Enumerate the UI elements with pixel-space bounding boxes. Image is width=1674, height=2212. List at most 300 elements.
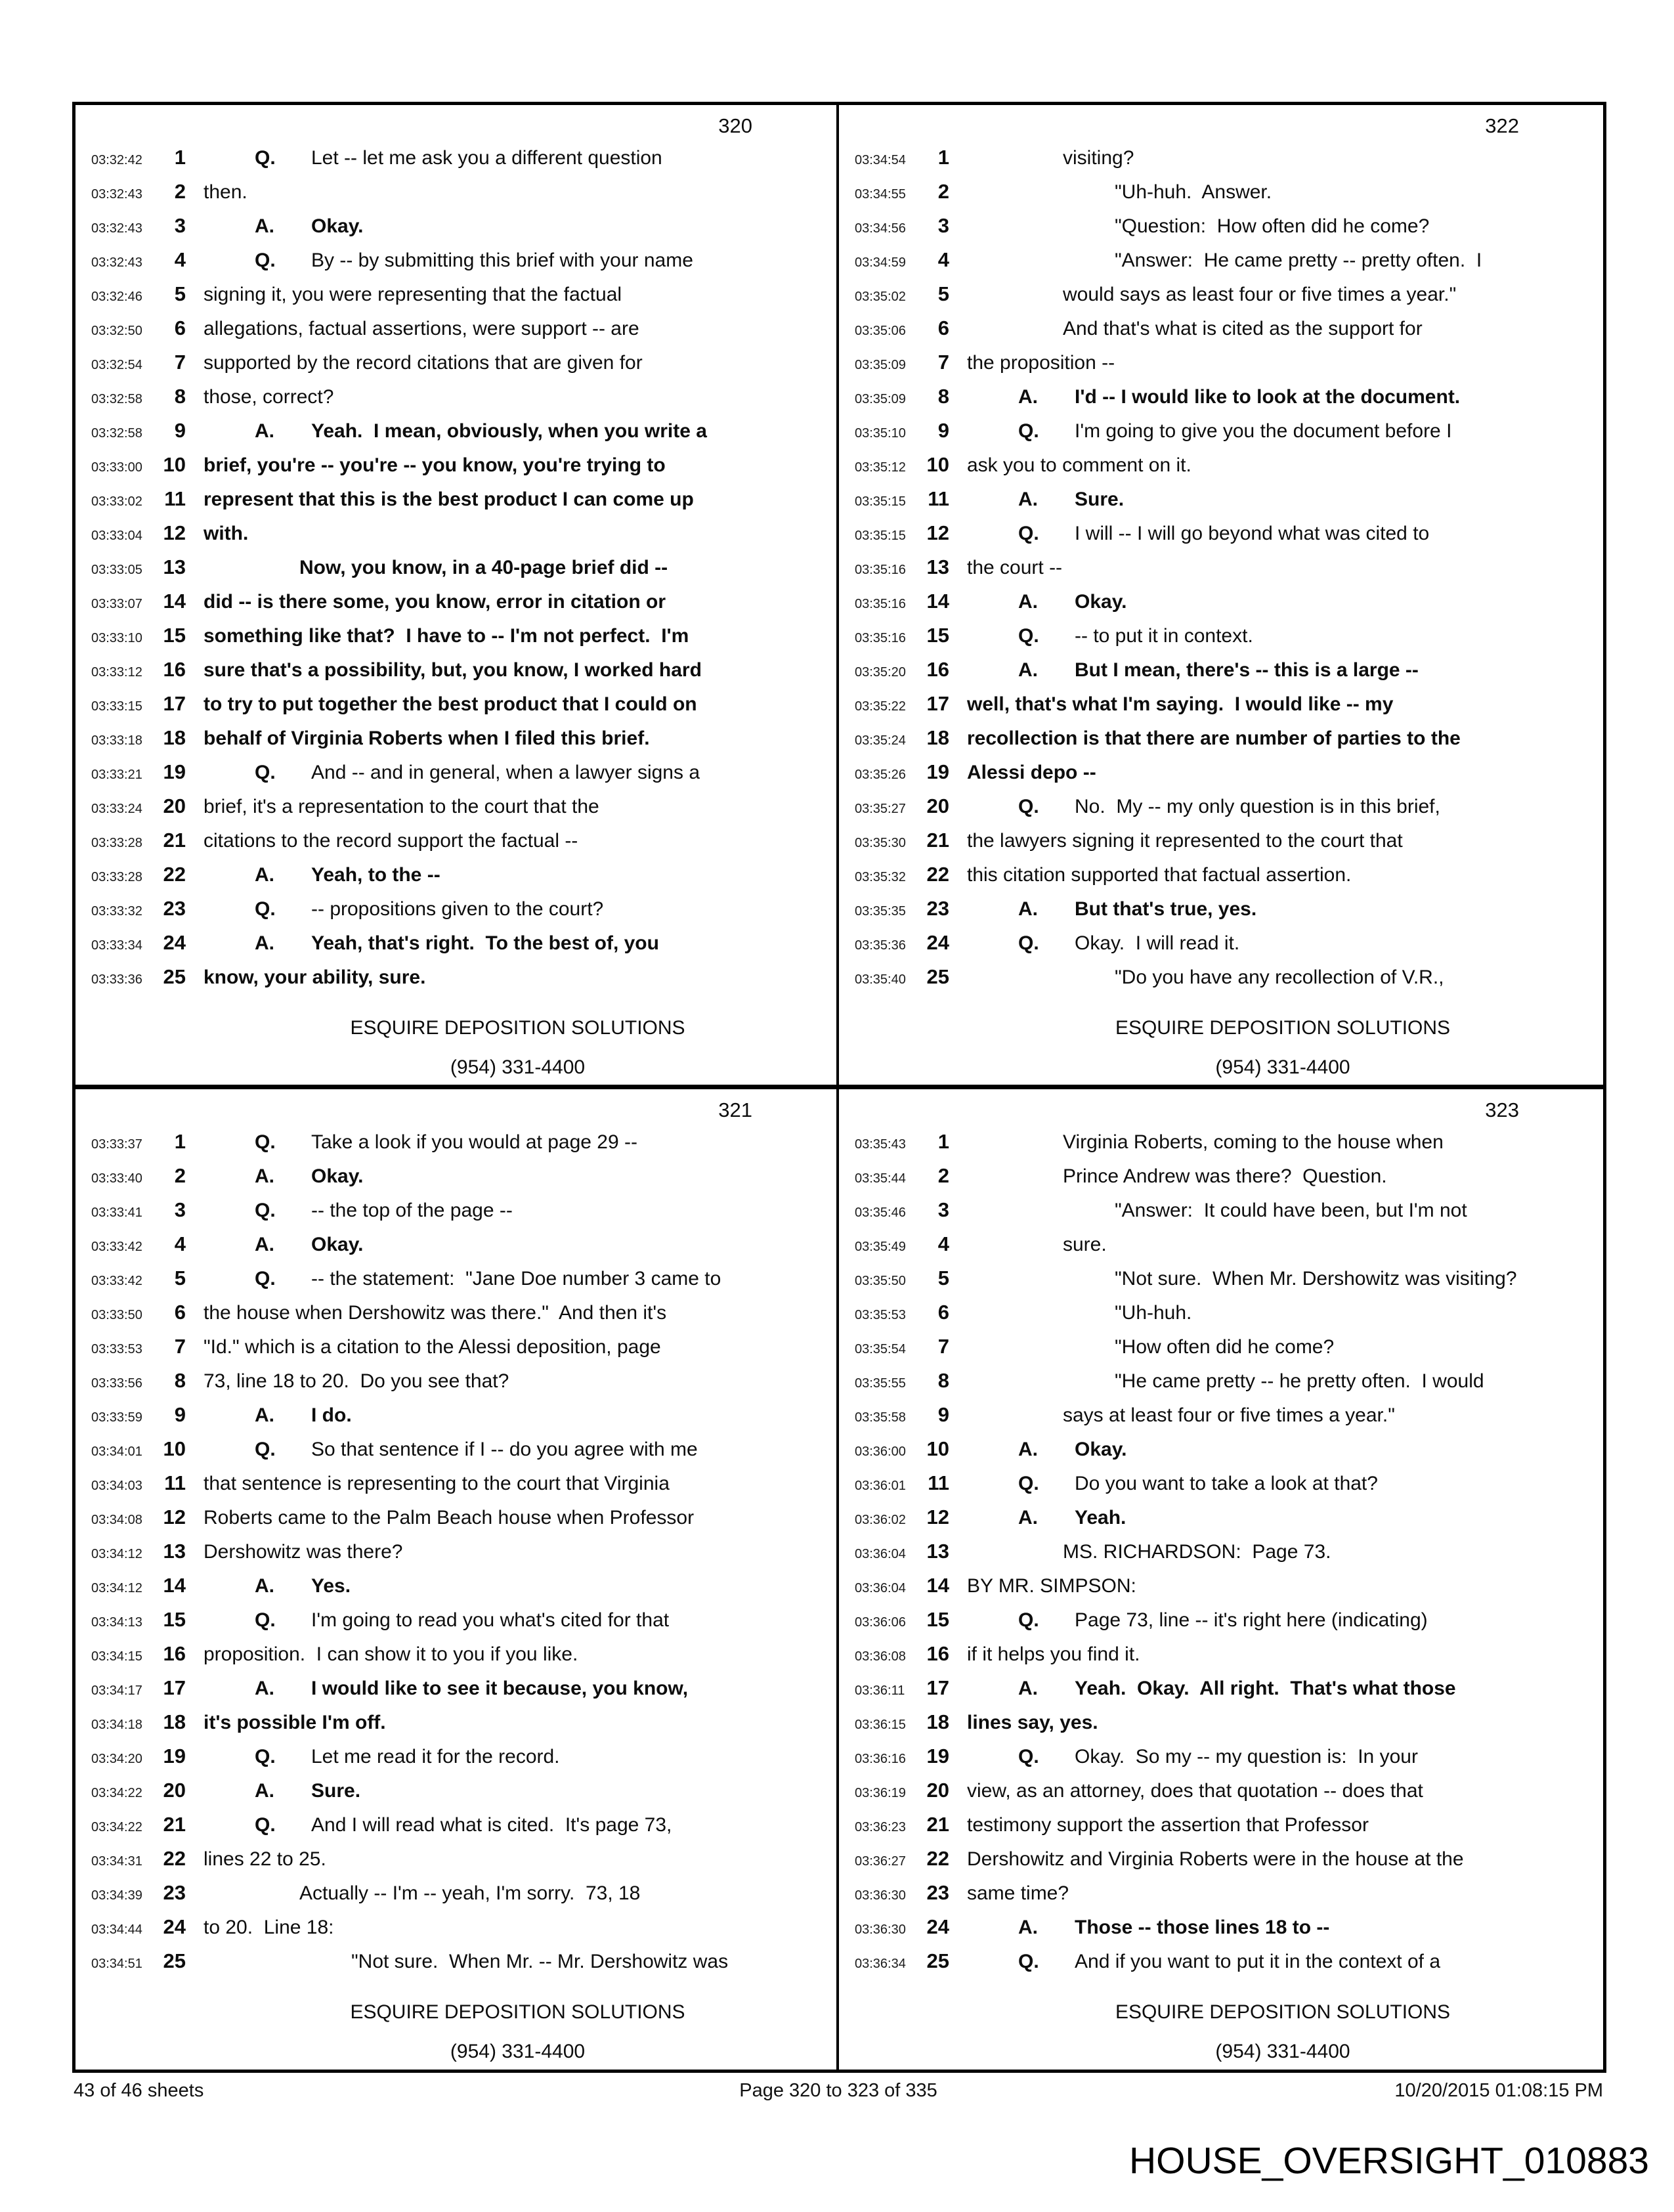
line-number: 23 — [163, 1881, 186, 1904]
line-text: Prince Andrew was there? Question. — [1063, 1165, 1387, 1187]
line-number: 2 — [937, 180, 949, 203]
transcript-line — [91, 1671, 836, 1705]
page-range: Page 320 to 323 of 335 — [739, 2080, 937, 2101]
timestamp: 03:33:21 — [91, 768, 142, 782]
transcript-line — [855, 1808, 1603, 1842]
transcript-line — [91, 1603, 836, 1637]
line-number: 19 — [926, 1745, 949, 1767]
speaker-label: Q. — [255, 1746, 276, 1767]
timestamp: 03:35:15 — [855, 494, 906, 509]
line-number: 22 — [163, 863, 186, 886]
line-text: proposition. I can show it to you if you like. — [204, 1643, 578, 1665]
line-number: 19 — [926, 760, 949, 783]
timestamp: 03:35:24 — [855, 733, 906, 748]
line-number: 4 — [937, 248, 949, 271]
timestamp: 03:35:27 — [855, 802, 906, 816]
timestamp: 03:35:16 — [855, 597, 906, 611]
speaker-label: A. — [1018, 659, 1038, 681]
page-number: 323 — [1485, 1098, 1519, 1121]
line-text: to 20. Line 18: — [204, 1917, 334, 1938]
transcript-line — [855, 1910, 1603, 1944]
line-text: "Uh-huh. — [1115, 1302, 1192, 1324]
transcript-line — [855, 1432, 1603, 1466]
transcript-line — [855, 1227, 1603, 1261]
line-text: A. Sure. — [967, 483, 1124, 517]
transcript-line — [855, 755, 1603, 789]
line-number: 14 — [163, 1574, 186, 1597]
timestamp: 03:33:15 — [91, 699, 142, 714]
transcript-line — [855, 1466, 1603, 1500]
line-text: view, as an attorney, does that quotation -- does that — [967, 1780, 1423, 1802]
line-text: citations to the record support the factual -- — [204, 830, 578, 852]
line-number: 21 — [163, 1813, 186, 1836]
line-number: 22 — [926, 1847, 949, 1870]
line-text: Q. And -- and in general, when a lawyer signs a — [204, 756, 700, 790]
line-text: Q. Okay. I will read it. — [967, 926, 1239, 961]
line-number: 3 — [937, 214, 949, 237]
transcript-line — [91, 926, 836, 960]
line-number: 15 — [163, 1608, 186, 1631]
transcript-line — [855, 926, 1603, 960]
timestamp: 03:34:31 — [91, 1854, 142, 1869]
timestamp: 03:34:17 — [91, 1683, 142, 1698]
timestamp: 03:36:30 — [855, 1922, 906, 1937]
line-text: A. Yeah. I mean, obviously, when you write a — [204, 414, 707, 448]
speaker-label: A. — [1018, 1507, 1038, 1529]
transcript-lines — [91, 141, 836, 994]
line-number: 10 — [926, 1437, 949, 1460]
line-text: Q. Take a look if you would at page 29 -- — [204, 1125, 637, 1160]
line-text: "Not sure. When Mr. -- Mr. Dershowitz was — [351, 1951, 729, 1972]
line-number: 25 — [926, 965, 949, 988]
line-number: 17 — [926, 1676, 949, 1699]
transcript-line — [91, 789, 836, 823]
timestamp: 03:35:55 — [855, 1376, 906, 1391]
transcript-line — [855, 892, 1603, 926]
line-number: 3 — [174, 1198, 186, 1221]
page-number: 321 — [718, 1098, 752, 1121]
transcript-line — [91, 1330, 836, 1364]
timestamp: 03:34:03 — [91, 1479, 142, 1493]
reporter-footer — [91, 1008, 836, 1087]
line-number: 4 — [937, 1232, 949, 1255]
timestamp: 03:34:44 — [91, 1922, 142, 1937]
line-text: A. I'd -- I would like to look at the document. — [967, 380, 1460, 414]
line-text: those, correct? — [204, 386, 334, 408]
transcript-line — [855, 653, 1603, 687]
line-number: 23 — [926, 897, 949, 920]
line-text: Q. Do you want to take a look at that? — [967, 1467, 1378, 1501]
speaker-label: A. — [1018, 898, 1038, 920]
line-number: 20 — [926, 1779, 949, 1802]
transcript-line — [91, 1876, 836, 1910]
reporter-phone: (954) 331-4400 — [450, 2041, 586, 2062]
line-text: something like that? I have to -- I'm not perfect. I'm — [204, 625, 689, 647]
transcript-line — [855, 345, 1603, 380]
timestamp: 03:33:05 — [91, 563, 142, 577]
transcript-line — [855, 1295, 1603, 1330]
line-text: Q. Let -- let me ask you a different question — [204, 141, 662, 175]
transcript-line — [91, 1432, 836, 1466]
transcript-line — [855, 550, 1603, 584]
timestamp: 03:35:54 — [855, 1342, 906, 1356]
timestamp: 03:36:08 — [855, 1649, 906, 1664]
speaker-label: A. — [255, 1575, 274, 1597]
line-number: 9 — [174, 419, 186, 442]
timestamp: 03:35:10 — [855, 426, 906, 441]
transcript-line — [855, 1603, 1603, 1637]
line-number: 6 — [937, 316, 949, 339]
transcript-line — [855, 1125, 1603, 1159]
transcript-line — [855, 1534, 1603, 1569]
transcript-line — [91, 550, 836, 584]
line-text: Q. Let me read it for the record. — [204, 1740, 560, 1774]
transcript-page-320 — [75, 105, 839, 1089]
line-number: 16 — [926, 1642, 949, 1665]
timestamp: 03:35:40 — [855, 972, 906, 987]
line-number: 11 — [928, 1471, 949, 1494]
timestamp: 03:35:16 — [855, 631, 906, 645]
transcript-line — [91, 345, 836, 380]
timestamp: 03:33:28 — [91, 870, 142, 884]
timestamp: 03:35:53 — [855, 1308, 906, 1322]
transcript-line — [91, 721, 836, 755]
line-text: A. Those -- those lines 18 to -- — [967, 1911, 1329, 1945]
transcript-line — [855, 960, 1603, 994]
transcript-line — [91, 1227, 836, 1261]
timestamp: 03:35:49 — [855, 1240, 906, 1254]
line-number: 8 — [937, 1369, 949, 1392]
transcript-line — [855, 721, 1603, 755]
timestamp: 03:33:56 — [91, 1376, 142, 1391]
line-text: "How often did he come? — [1115, 1336, 1335, 1358]
transcript-line — [91, 1842, 836, 1876]
transcript-line — [91, 1773, 836, 1808]
timestamp: 03:35:12 — [855, 460, 906, 475]
line-number: 3 — [937, 1198, 949, 1221]
line-text: And that's what is cited as the support for — [1063, 318, 1423, 339]
line-number: 24 — [163, 931, 186, 954]
transcript-grid — [72, 102, 1606, 2073]
speaker-label: Q. — [255, 1200, 276, 1221]
speaker-label: Q. — [1018, 1951, 1039, 1972]
line-number: 7 — [937, 1335, 949, 1358]
transcript-line — [855, 1773, 1603, 1808]
line-text: Q. So that sentence if I -- do you agree with me — [204, 1433, 698, 1467]
line-number: 12 — [926, 521, 949, 544]
timestamp: 03:34:51 — [91, 1957, 142, 1971]
speaker-label: A. — [1018, 1439, 1038, 1460]
transcript-line — [91, 1534, 836, 1569]
line-number: 6 — [937, 1301, 949, 1324]
speaker-label: A. — [255, 1165, 274, 1187]
line-text: recollection is that there are number of parties to the — [967, 727, 1461, 749]
speaker-label: A. — [255, 1678, 274, 1699]
transcript-line — [91, 892, 836, 926]
line-number: 15 — [926, 1608, 949, 1631]
speaker-label: A. — [1018, 591, 1038, 613]
timestamp: 03:36:34 — [855, 1957, 906, 1971]
reporter-phone: (954) 331-4400 — [1215, 2041, 1350, 2062]
transcript-line — [855, 584, 1603, 618]
line-number: 2 — [174, 180, 186, 203]
line-number: 17 — [163, 1676, 186, 1699]
line-number: 16 — [163, 658, 186, 681]
timestamp: 03:33:12 — [91, 665, 142, 680]
line-number: 13 — [163, 555, 186, 578]
line-text: represent that this is the best product I can come up — [204, 488, 694, 510]
speaker-label: A. — [255, 215, 274, 237]
timestamp: 03:34:54 — [855, 153, 906, 167]
transcript-line — [91, 277, 836, 311]
line-text: the lawyers signing it represented to the court that — [967, 830, 1403, 852]
timestamp: 03:35:35 — [855, 904, 906, 919]
timestamp: 03:33:37 — [91, 1137, 142, 1152]
line-number: 13 — [163, 1540, 186, 1563]
line-text: A. I do. — [204, 1399, 352, 1433]
line-number: 9 — [174, 1403, 186, 1426]
speaker-label: Q. — [1018, 1746, 1039, 1767]
line-number: 11 — [164, 1471, 186, 1494]
transcript-line — [91, 1569, 836, 1603]
line-text: Q. -- to put it in context. — [967, 619, 1253, 653]
line-number: 24 — [926, 931, 949, 954]
line-number: 19 — [163, 760, 186, 783]
line-number: 3 — [174, 214, 186, 237]
sheet-count: 43 of 46 sheets — [74, 2080, 204, 2101]
speaker-label: Q. — [1018, 932, 1039, 954]
line-text: ask you to comment on it. — [967, 454, 1191, 476]
timestamp: 03:34:22 — [91, 1786, 142, 1800]
line-text: Q. And if you want to put it in the context of a — [967, 1945, 1440, 1979]
reporter-footer — [855, 1008, 1603, 1087]
line-number: 15 — [926, 624, 949, 647]
line-text: did -- is there some, you know, error in citation or — [204, 591, 666, 613]
transcript-line — [91, 1910, 836, 1944]
line-text: "Id." which is a citation to the Alessi deposition, page — [204, 1336, 661, 1358]
transcript-line — [91, 1705, 836, 1739]
line-text: "Uh-huh. Answer. — [1115, 181, 1272, 203]
speaker-label: A. — [255, 932, 274, 954]
line-text: "Answer: It could have been, but I'm not — [1115, 1200, 1467, 1221]
reporter-phone: (954) 331-4400 — [1215, 1056, 1350, 1078]
line-text: would says as least four or five times a year." — [1063, 284, 1457, 305]
transcript-line — [855, 414, 1603, 448]
timestamp: 03:36:19 — [855, 1786, 906, 1800]
transcript-line — [855, 687, 1603, 721]
page-number: 320 — [718, 114, 752, 137]
line-text: "He came pretty -- he pretty often. I would — [1115, 1370, 1484, 1392]
timestamp: 03:33:59 — [91, 1410, 142, 1425]
timestamp: 03:36:01 — [855, 1479, 906, 1493]
transcript-line — [91, 1159, 836, 1193]
line-text: A. Sure. — [204, 1774, 360, 1808]
line-text: supported by the record citations that are given for — [204, 352, 643, 374]
line-text: 73, line 18 to 20. Do you see that? — [204, 1370, 509, 1392]
line-number: 7 — [174, 1335, 186, 1358]
timestamp: 03:33:28 — [91, 836, 142, 850]
line-number: 10 — [926, 453, 949, 476]
transcript-line — [91, 1466, 836, 1500]
timestamp: 03:33:40 — [91, 1171, 142, 1186]
line-text: lines say, yes. — [967, 1712, 1098, 1733]
line-text: Q. By -- by submitting this brief with your name — [204, 244, 693, 278]
line-text: "Do you have any recollection of V.R., — [1115, 966, 1444, 988]
transcript-line — [91, 584, 836, 618]
line-number: 4 — [174, 1232, 186, 1255]
line-number: 4 — [174, 248, 186, 271]
transcript-line — [855, 1330, 1603, 1364]
transcript-line — [91, 1500, 836, 1534]
line-text: the court -- — [967, 557, 1063, 578]
timestamp: 03:32:42 — [91, 153, 142, 167]
line-text: the proposition -- — [967, 352, 1115, 374]
transcript-line — [91, 380, 836, 414]
speaker-label: Q. — [255, 1131, 276, 1153]
timestamp: 03:35:26 — [855, 768, 906, 782]
line-number: 25 — [926, 1949, 949, 1972]
timestamp: 03:36:27 — [855, 1854, 906, 1869]
transcript-line — [91, 653, 836, 687]
line-text: testimony support the assertion that Professor — [967, 1814, 1369, 1836]
line-text: Q. No. My -- my only question is in this brief, — [967, 790, 1440, 824]
line-text: "Answer: He came pretty -- pretty often. I — [1115, 249, 1482, 271]
timestamp: 03:34:18 — [91, 1718, 142, 1732]
timestamp: 03:33:53 — [91, 1342, 142, 1356]
transcript-line — [91, 1364, 836, 1398]
timestamp: 03:34:12 — [91, 1547, 142, 1561]
line-text: brief, it's a representation to the court that the — [204, 796, 599, 817]
line-number: 1 — [937, 1130, 949, 1153]
line-number: 8 — [174, 1369, 186, 1392]
speaker-label: Q. — [255, 898, 276, 920]
timestamp: 03:33:10 — [91, 631, 142, 645]
timestamp: 03:35:50 — [855, 1274, 906, 1288]
line-number: 16 — [926, 658, 949, 681]
line-text: the house when Dershowitz was there." And then it's — [204, 1302, 667, 1324]
line-text: with. — [204, 523, 249, 544]
line-text: Alessi depo -- — [967, 762, 1096, 783]
transcript-line — [855, 618, 1603, 653]
transcript-lines — [91, 1125, 836, 1978]
line-number: 18 — [926, 1710, 949, 1733]
transcript-line — [855, 1842, 1603, 1876]
line-number: 14 — [926, 590, 949, 613]
line-text: visiting? — [1063, 147, 1134, 169]
timestamp: 03:33:36 — [91, 972, 142, 987]
line-text: A. Yeah. — [967, 1501, 1126, 1535]
line-text: A. Okay. — [204, 1228, 364, 1262]
transcript-line — [91, 1808, 836, 1842]
timestamp: 03:35:30 — [855, 836, 906, 850]
transcript-lines — [855, 1125, 1603, 1978]
transcript-line — [91, 857, 836, 892]
speaker-label: A. — [255, 1780, 274, 1802]
line-number: 24 — [926, 1915, 949, 1938]
transcript-line — [855, 1261, 1603, 1295]
line-number: 15 — [163, 624, 186, 647]
line-text: Q. I'm going to give you the document before I — [967, 414, 1451, 448]
timestamp: 03:34:55 — [855, 187, 906, 202]
transcript-line — [855, 482, 1603, 516]
line-number: 23 — [163, 897, 186, 920]
line-text: sure. — [1063, 1234, 1107, 1255]
line-number: 5 — [174, 282, 186, 305]
timestamp: 03:33:41 — [91, 1205, 142, 1220]
timestamp: 03:35:16 — [855, 563, 906, 577]
transcript-line — [855, 1364, 1603, 1398]
timestamp: 03:34:39 — [91, 1888, 142, 1903]
line-number: 18 — [163, 1710, 186, 1733]
transcript-line — [91, 1637, 836, 1671]
speaker-label: A. — [255, 1234, 274, 1255]
timestamp: 03:33:18 — [91, 733, 142, 748]
transcript-line — [855, 277, 1603, 311]
transcript-page-322 — [839, 105, 1603, 1089]
line-number: 16 — [163, 1642, 186, 1665]
transcript-line — [91, 414, 836, 448]
timestamp: 03:35:58 — [855, 1410, 906, 1425]
line-number: 5 — [937, 282, 949, 305]
timestamp: 03:33:00 — [91, 460, 142, 475]
line-text: "Question: How often did he come? — [1115, 215, 1430, 237]
line-text: know, your ability, sure. — [204, 966, 426, 988]
line-number: 21 — [163, 829, 186, 852]
line-text: Now, you know, in a 40-page brief did -- — [299, 557, 668, 578]
line-text: to try to put together the best product that I could on — [204, 693, 697, 715]
transcript-line — [855, 141, 1603, 175]
timestamp: 03:32:54 — [91, 358, 142, 372]
speaker-label: Q. — [255, 762, 276, 783]
line-number: 14 — [926, 1574, 949, 1597]
timestamp: 03:36:06 — [855, 1615, 906, 1630]
line-number: 6 — [174, 1301, 186, 1324]
reporter-phone: (954) 331-4400 — [450, 1056, 586, 1078]
speaker-label: Q. — [255, 1609, 276, 1631]
line-text: BY MR. SIMPSON: — [967, 1575, 1136, 1597]
timestamp: 03:35:09 — [855, 358, 906, 372]
line-number: 11 — [164, 487, 186, 510]
reporter-org: ESQUIRE DEPOSITION SOLUTIONS — [1115, 1017, 1451, 1039]
transcript-line — [855, 243, 1603, 277]
timestamp: 03:33:02 — [91, 494, 142, 509]
speaker-label: Q. — [1018, 420, 1039, 442]
line-text: it's possible I'm off. — [204, 1712, 386, 1733]
line-text: that sentence is representing to the court that Virginia — [204, 1473, 670, 1494]
print-timestamp: 10/20/2015 01:08:15 PM — [1394, 2080, 1604, 2101]
line-text: same time? — [967, 1882, 1069, 1904]
transcript-line — [855, 1398, 1603, 1432]
transcript-line — [855, 1876, 1603, 1910]
timestamp: 03:32:46 — [91, 290, 142, 304]
line-number: 13 — [926, 1540, 949, 1563]
line-number: 12 — [926, 1506, 949, 1529]
speaker-label: A. — [255, 420, 274, 442]
line-text: A. Okay. — [967, 1433, 1127, 1467]
transcript-line — [855, 1159, 1603, 1193]
line-number: 1 — [174, 146, 186, 169]
line-text: Q. And I will read what is cited. It's page 73, — [204, 1808, 672, 1842]
line-number: 5 — [937, 1267, 949, 1290]
line-number: 18 — [926, 726, 949, 749]
transcript-line — [855, 448, 1603, 482]
speaker-label: A. — [1018, 488, 1038, 510]
timestamp: 03:36:30 — [855, 1888, 906, 1903]
timestamp: 03:36:04 — [855, 1581, 906, 1595]
sheet-footer — [74, 2080, 1603, 2102]
line-text: A. Okay. — [967, 585, 1127, 619]
transcript-line — [855, 1944, 1603, 1978]
